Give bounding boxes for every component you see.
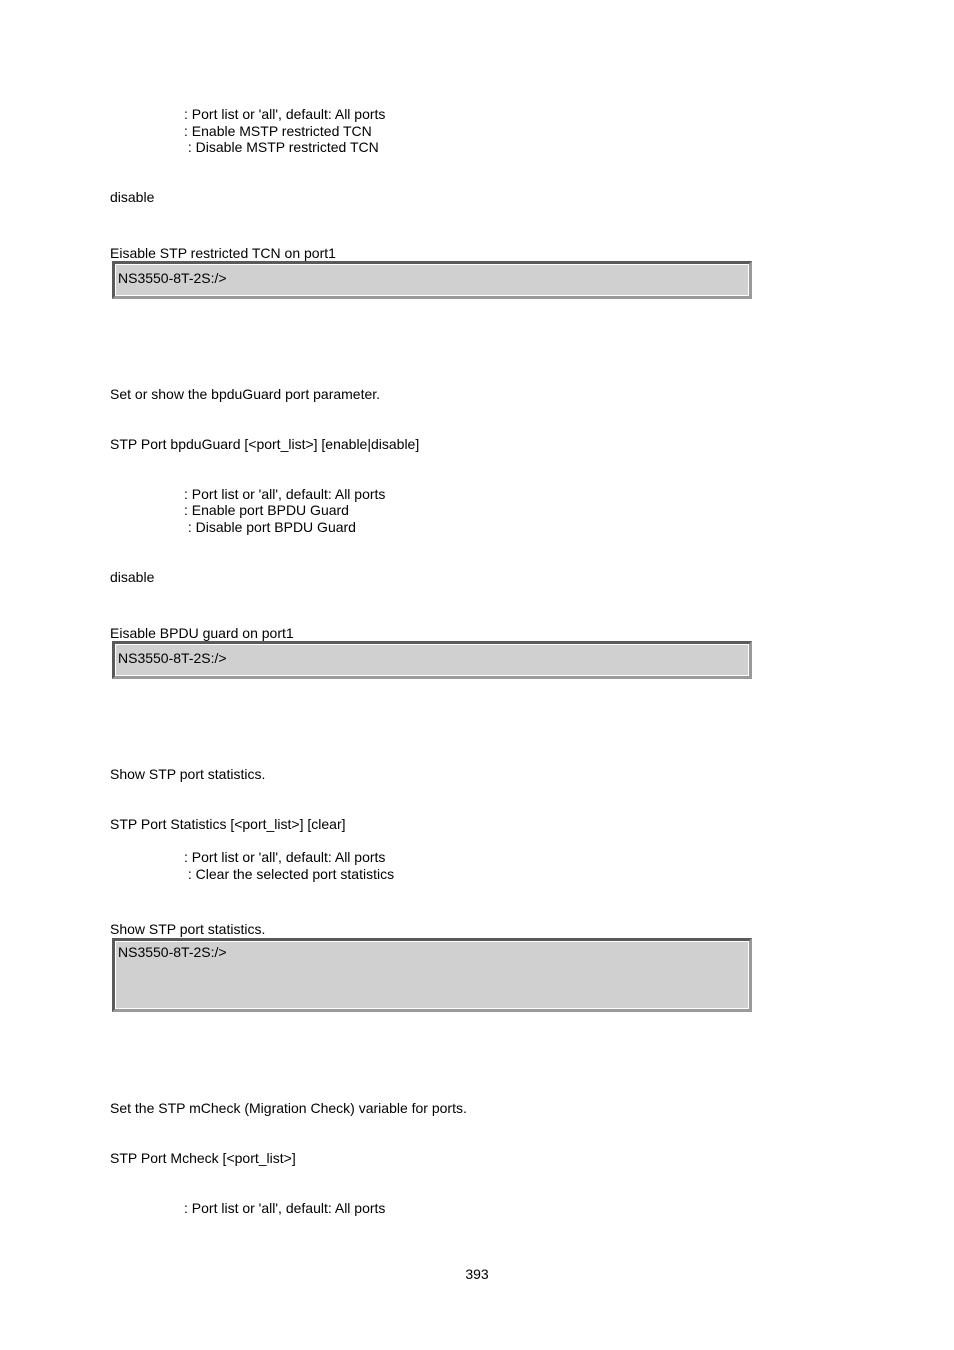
param-port-list: : Port list or 'all', default: All ports <box>184 106 386 122</box>
example-description: Eisable BPDU guard on port1 <box>110 625 294 641</box>
page-number: 393 <box>465 1266 489 1282</box>
param-disable: : Disable MSTP restricted TCN <box>184 139 379 155</box>
example-description: Show STP port statistics. <box>110 921 266 937</box>
console-box <box>112 261 752 299</box>
default-value: disable <box>110 569 155 585</box>
console-box <box>112 938 752 1012</box>
param-port-list: : Port list or 'all', default: All ports <box>184 486 386 502</box>
param-port-list: : Port list or 'all', default: All ports <box>184 1200 386 1216</box>
console-prompt: NS3550-8T-2S:/> <box>118 944 227 960</box>
command-syntax: STP Port Mcheck [<port_list>] <box>110 1150 296 1166</box>
param-clear: : Clear the selected port statistics <box>184 866 395 882</box>
command-description: Set the STP mCheck (Migration Check) variable for ports. <box>110 1100 467 1116</box>
command-syntax: STP Port Statistics [<port_list>] [clear] <box>110 816 346 832</box>
console-box <box>112 641 752 679</box>
console-prompt: NS3550-8T-2S:/> <box>118 650 227 666</box>
param-disable: : Disable port BPDU Guard <box>184 519 356 535</box>
command-description: Set or show the bpduGuard port parameter. <box>110 386 381 402</box>
default-value: disable <box>110 189 155 205</box>
example-description: Eisable STP restricted TCN on port1 <box>110 245 336 261</box>
command-syntax: STP Port bpduGuard [<port_list>] [enable|disable] <box>110 436 420 452</box>
param-enable: : Enable MSTP restricted TCN <box>184 123 372 139</box>
param-port-list: : Port list or 'all', default: All ports <box>184 849 386 865</box>
command-description: Show STP port statistics. <box>110 766 266 782</box>
console-prompt: NS3550-8T-2S:/> <box>118 270 227 286</box>
param-enable: : Enable port BPDU Guard <box>184 502 349 518</box>
